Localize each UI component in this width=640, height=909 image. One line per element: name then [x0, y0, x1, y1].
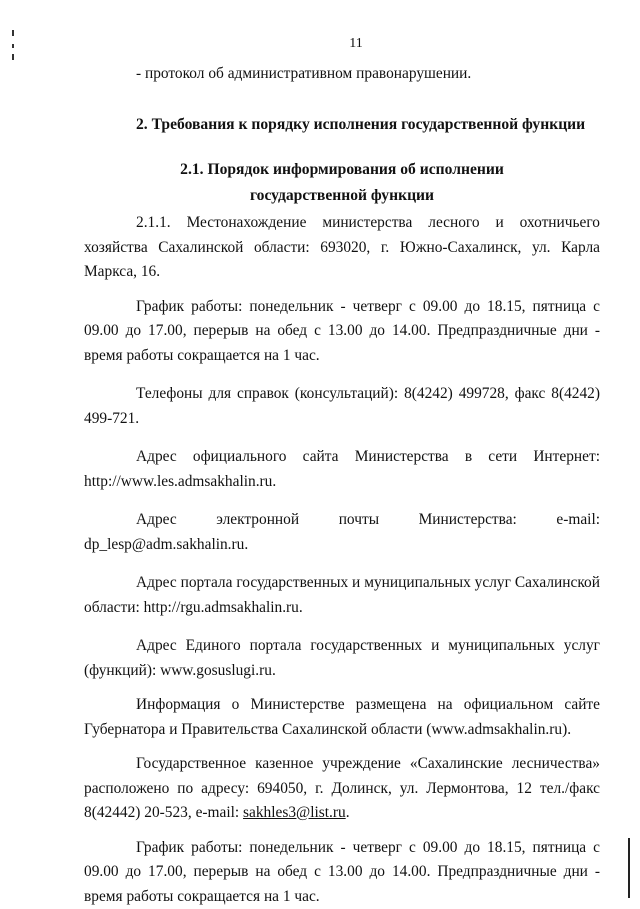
paragraph-email: Адрес электронной почты Министерства: e-mail: dp_lesp@adm.sakhalin.ru.: [84, 508, 600, 557]
subsection-heading-line1: 2.1. Порядок информирования об исполнении: [84, 157, 600, 183]
institution-email-link[interactable]: sakhles3@list.ru: [243, 804, 346, 821]
paragraph-website: Адрес официального сайта Министерства в сети Интернет: http://www.les.admsakhalin.ru.: [84, 445, 600, 494]
paragraph-institution: [84, 752, 600, 826]
paragraph-governor-site: Информация о Министерстве размещена на официальном сайте Губернатора и Правительства Сахалинской области (www.admsakhalin.ru).: [84, 693, 600, 742]
institution-text-end: .: [346, 804, 350, 821]
section-heading: 2. Требования к порядку исполнения государственной функции: [84, 113, 600, 138]
subsection-heading: [84, 157, 600, 209]
page-number: 11: [0, 36, 640, 52]
margin-binding-mark-bottom: [12, 54, 14, 60]
document-body: [84, 62, 600, 909]
institution-text: Государственное казенное учреждение «Сахалинские лесничества» расположено по адресу: 694050, г. Долинск, ул. Лермонтова, 12 тел./факс 8(42442) 20-523, e-mail:: [84, 755, 600, 821]
paragraph-regional-portal: Адрес портала государственных и муниципальных услуг Сахалинской области: http://rgu.admsakhalin.ru.: [84, 571, 600, 620]
paragraph-phones: Телефоны для справок (консультаций): 8(4242) 499728, факс 8(4242) 499-721.: [84, 382, 600, 431]
paragraph-federal-portal: Адрес Единого портала государственных и муниципальных услуг (функций): www.gosuslugi.ru.: [84, 634, 600, 683]
paragraph-institution-schedule: График работы: понедельник - четверг с 09.00 до 18.15, пятница с 09.00 до 17.00, перерыв на обед с 13.00 до 14.00. Предпраздничные дни - время работы сокращается на 1 час.: [84, 836, 600, 909]
list-item-protocol: - протокол об административном правонарушении.: [84, 62, 600, 87]
paragraph-location: 2.1.1. Местонахождение министерства лесного и охотничьего хозяйства Сахалинской области: 693020, г. Южно-Сахалинск, ул. Карла Маркса, 16.: [84, 211, 600, 285]
subsection-heading-line2: государственной функции: [84, 183, 600, 209]
paragraph-schedule: График работы: понедельник - четверг с 09.00 до 18.15, пятница с 09.00 до 17.00, перерыв на обед с 13.00 до 14.00. Предпраздничные дни - время работы сокращается на 1 час.: [84, 295, 600, 369]
scan-edge-mark: [628, 838, 630, 898]
